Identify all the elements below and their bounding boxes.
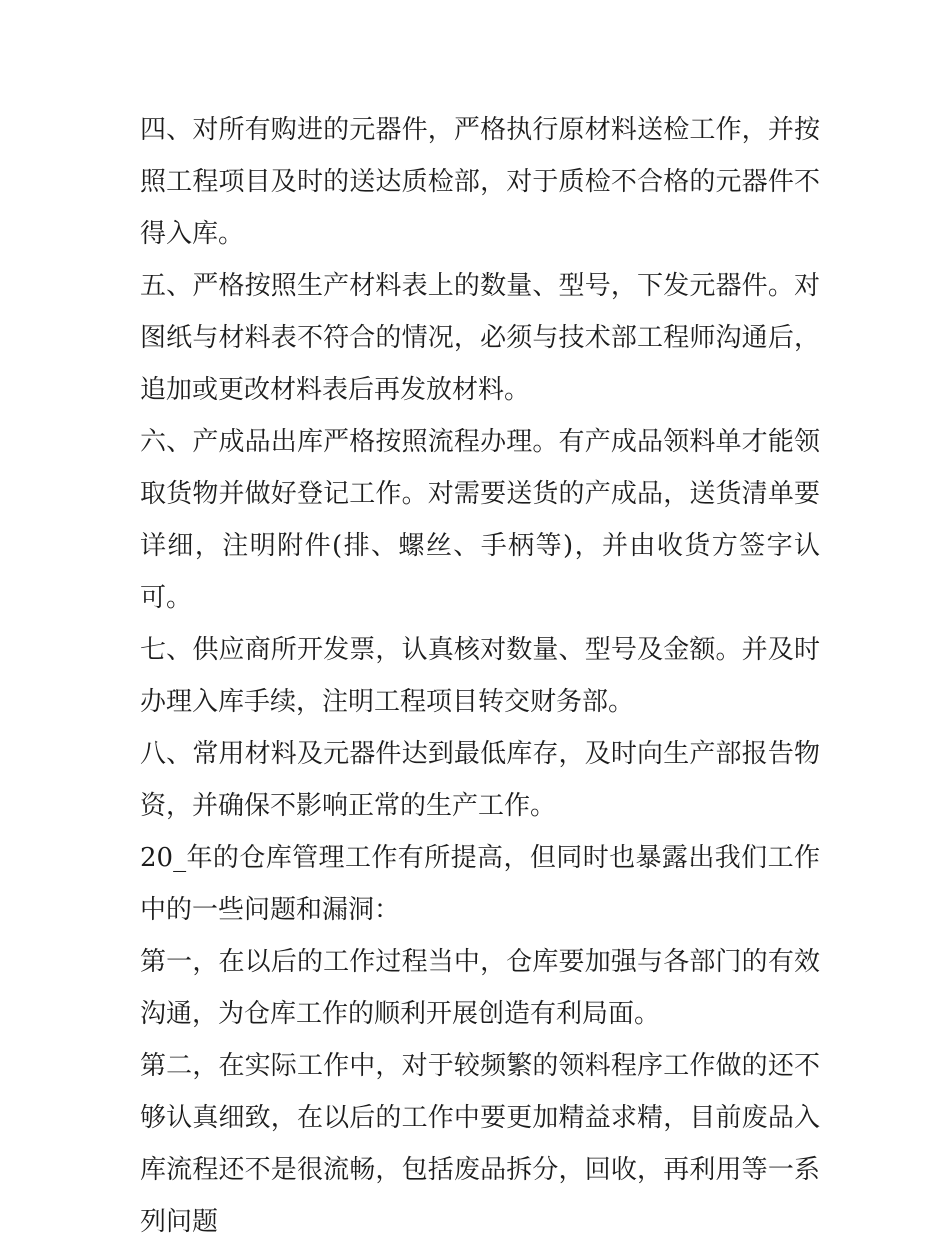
paragraph-item-8: 八、常用材料及元器件达到最低库存，及时向生产部报告物资，并确保不影响正常的生产工作。 — [140, 739, 820, 821]
paragraph-issue-2: 第二，在实际工作中，对于较频繁的领料程序工作做的还不够认真细致，在以后的工作中要更加精益求精，目前废品入库流程还不是很流畅，包括废品拆分，回收，再利用等一系列问题 — [140, 1051, 820, 1237]
paragraph-item-4: 四、对所有购进的元器件，严格执行原材料送检工作，并按照工程项目及时的送达质检部，对于质检不合格的元器件不得入库。 — [140, 115, 820, 249]
paragraph-summary: 20_年的仓库管理工作有所提高，但同时也暴露出我们工作中的一些问题和漏洞： — [140, 843, 820, 925]
paragraph-item-5: 五、严格按照生产材料表上的数量、型号，下发元器件。对图纸与材料表不符合的情况，必须与技术部工程师沟通后，追加或更改材料表后再发放材料。 — [140, 271, 820, 405]
paragraph-issue-1: 第一，在以后的工作过程当中，仓库要加强与各部门的有效沟通，为仓库工作的顺利开展创造有利局面。 — [140, 947, 820, 1029]
document-body — [140, 104, 820, 1248]
paragraph-item-6: 六、产成品出库严格按照流程办理。有产成品领料单才能领取货物并做好登记工作。对需要送货的产成品，送货清单要详细，注明附件(排、螺丝、手柄等)，并由收货方签字认可。 — [140, 427, 820, 613]
paragraph-item-7: 七、供应商所开发票，认真核对数量、型号及金额。并及时办理入库手续，注明工程项目转交财务部。 — [140, 635, 820, 717]
